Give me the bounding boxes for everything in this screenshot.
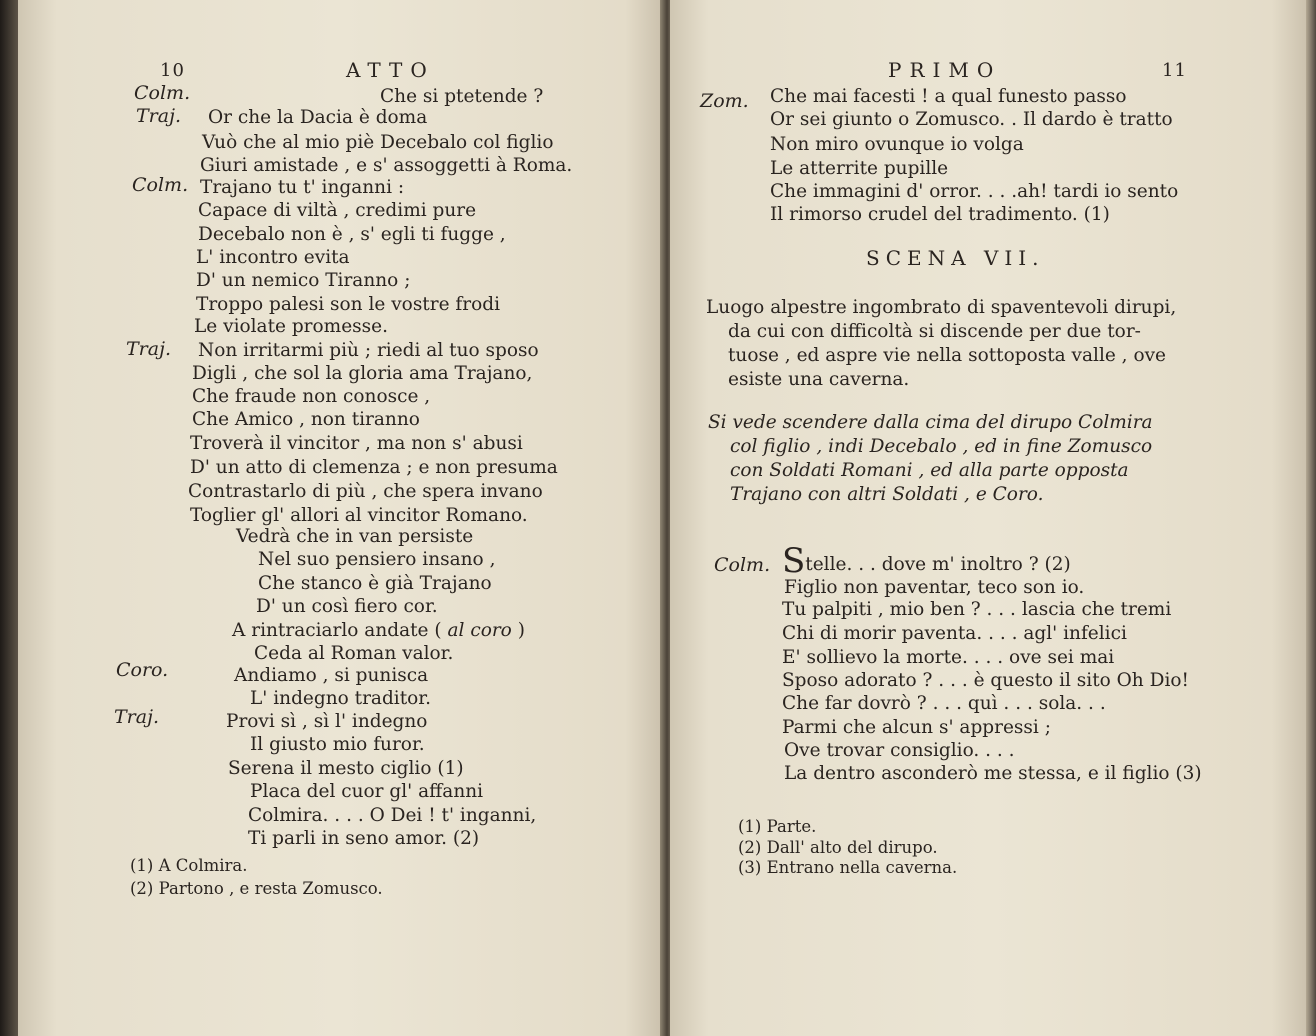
stage-direction-line: Trajano con altri Soldati , e Coro. (730, 484, 1044, 505)
verse-line: L' indegno traditor. (250, 688, 431, 709)
speaker-label: Colm. (714, 554, 771, 576)
verse-line: D' un atto di clemenza ; e non presuma (190, 457, 558, 478)
stage-direction-line: con Soldati Romani , ed alla parte opposta (730, 460, 1129, 481)
verse-line: Troppo palesi son le vostre frodi (196, 294, 501, 315)
right-page-number: 11 (1162, 60, 1187, 81)
drop-cap: S (782, 541, 806, 581)
verse-line: Chi di morir paventa. . . . agl' infelici (782, 623, 1127, 644)
verse-line: Non miro ovunque io volga (770, 134, 1024, 155)
verse-line: Contrastarlo di più , che spera invano (188, 481, 543, 502)
footnote: (2) Dall' alto del dirupo. (738, 838, 938, 857)
verse-line: Ti parli in seno amor. (2) (248, 828, 480, 849)
left-running-head: ATTO (346, 58, 435, 82)
verse-line: Che Amico , non tiranno (192, 409, 420, 430)
verse-line: Che far dovrò ? . . . quì . . . sola. . . (782, 693, 1106, 714)
verse-text: telle. . . dove m' inoltro ? (2) (805, 554, 1071, 575)
speaker-label: Colm. (134, 82, 191, 104)
right-running-head: PRIMO (888, 58, 1002, 82)
stage-setting-line: esiste una caverna. (728, 369, 910, 390)
verse-line (782, 541, 1071, 581)
book-edge-right (1306, 0, 1316, 1036)
verse-line: Or che la Dacia è doma (208, 107, 428, 128)
footnote: (1) A Colmira. (130, 856, 248, 875)
verse-line: Che mai facesti ! a qual funesto passo (770, 86, 1127, 107)
verse-line: Toglier gl' allori al vincitor Romano. (190, 505, 528, 526)
verse-line: Il rimorso crudel del tradimento. (1) (770, 204, 1110, 225)
footnote: (2) Partono , e resta Zomusco. (130, 879, 383, 898)
speaker-label: Coro. (116, 659, 169, 681)
speaker-label: Colm. (132, 174, 189, 196)
verse-line: Che fraude non conosce , (192, 386, 431, 407)
verse-line: Decebalo non è , s' egli ti fugge , (198, 224, 506, 245)
verse-line: Che stanco è già Trajano (258, 573, 492, 594)
verse-line: Ceda al Roman valor. (254, 643, 454, 664)
verse-line: Figlio non paventar, teco son io. (784, 577, 1085, 598)
verse-line (232, 619, 525, 642)
verse-line: Che si ptetende ? (380, 86, 544, 107)
verse-line: Placa del cuor gl' affanni (250, 781, 484, 802)
verse-line: D' un nemico Tiranno ; (196, 270, 411, 291)
stage-aside: al coro (447, 620, 512, 641)
left-page (18, 0, 664, 1036)
verse-line: Serena il mesto ciglio (1) (228, 758, 464, 779)
speaker-label: Zom. (700, 90, 749, 112)
verse-text: A rintraciarlo andate ( (232, 620, 442, 641)
verse-line: Ove trovar consiglio. . . . (784, 740, 1015, 761)
footnote: (1) Parte. (738, 817, 817, 836)
verse-line: Digli , che sol la gloria ama Trajano, (192, 363, 533, 384)
footnote: (3) Entrano nella caverna. (738, 858, 958, 877)
verse-line: Non irritarmi più ; riedi al tuo sposo (198, 340, 539, 361)
verse-line: Nel suo pensiero insano , (258, 549, 496, 570)
verse-line: D' un così fiero cor. (256, 596, 438, 617)
verse-line: Le violate promesse. (194, 316, 388, 337)
stage-direction-line: col figlio , indi Decebalo , ed in fine Zomusco (730, 436, 1153, 457)
verse-tail: ) (517, 620, 525, 641)
verse-line: Andiamo , si punisca (234, 665, 429, 686)
scene-title: SCENA VII. (866, 246, 1045, 270)
stage-direction-line: Si vede scendere dalla cima del dirupo Colmira (708, 412, 1153, 433)
verse-line: Sposo adorato ? . . . è questo il sito Oh Dio! (782, 670, 1189, 691)
stage-setting-line: Luogo alpestre ingombrato di spaventevoli dirupi, (706, 297, 1177, 318)
verse-line: Colmira. . . . O Dei ! t' inganni, (248, 805, 537, 826)
verse-line: Tu palpiti , mio ben ? . . . lascia che tremi (782, 599, 1172, 620)
stage-setting-line: tuose , ed aspre vie nella sottoposta valle , ove (728, 345, 1166, 366)
verse-line: La dentro asconderò me stessa, e il figlio (3) (784, 763, 1202, 784)
right-page (670, 0, 1310, 1036)
verse-line: Troverà il vincitor , ma non s' abusi (190, 433, 523, 454)
speaker-label: Traj. (136, 105, 182, 127)
verse-line: Parmi che alcun s' appressi ; (782, 717, 1051, 738)
verse-line: Vedrà che in van persiste (236, 526, 474, 547)
verse-line: Provi sì , sì l' indegno (226, 711, 428, 732)
verse-line: Le atterrite pupille (770, 158, 949, 179)
speaker-label: Traj. (114, 706, 160, 728)
verse-line: Che immagini d' orror. . . .ah! tardi io sento (770, 181, 1179, 202)
verse-line: E' sollievo la morte. . . . ove sei mai (782, 647, 1115, 668)
speaker-label: Traj. (126, 338, 172, 360)
verse-line: Trajano tu t' inganni : (200, 177, 405, 198)
verse-line: Or sei giunto o Zomusco. . Il dardo è tratto (770, 109, 1173, 130)
verse-line: Vuò che al mio piè Decebalo col figlio (202, 132, 554, 153)
stage-setting-line: da cui con difficoltà si discende per due tor- (728, 321, 1141, 342)
left-page-number: 10 (160, 60, 185, 81)
verse-line: Il giusto mio furor. (250, 734, 425, 755)
verse-line: Capace di viltà , credimi pure (198, 200, 477, 221)
verse-line: L' incontro evita (196, 247, 350, 268)
verse-line: Giuri amistade , e s' assoggetti à Roma. (200, 155, 573, 176)
